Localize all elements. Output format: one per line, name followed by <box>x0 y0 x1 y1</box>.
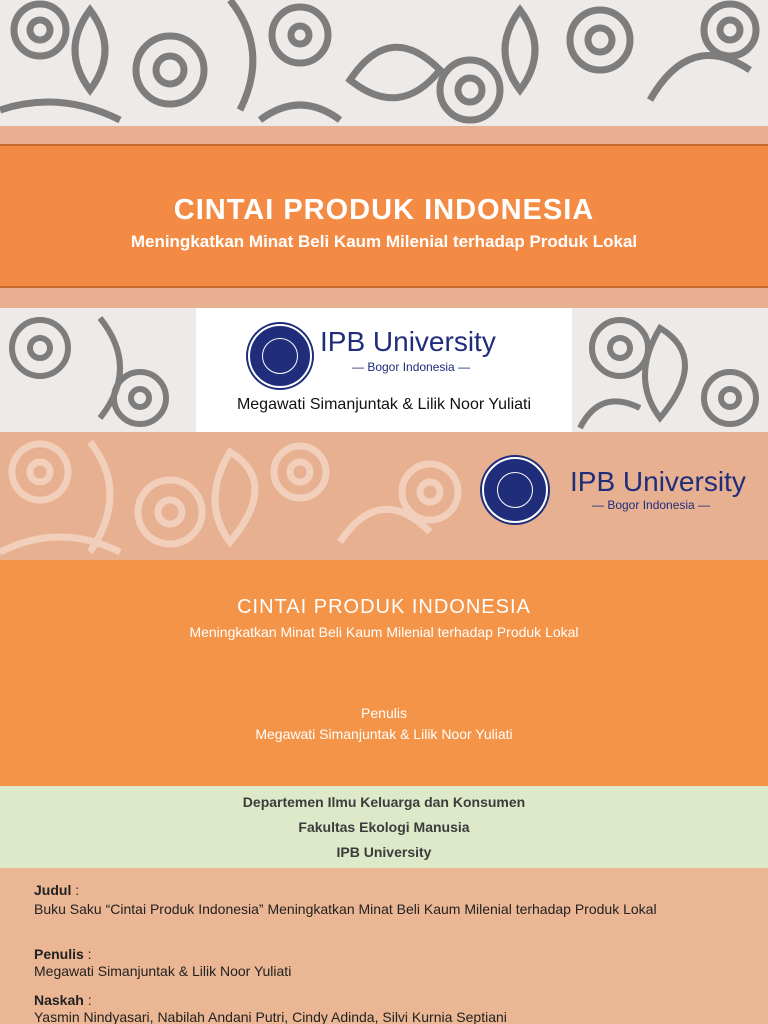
penulis-label: Penulis <box>361 705 407 721</box>
penulis-value: Megawati Simanjuntak & Lilik Noor Yuliati <box>34 963 292 979</box>
university-name: IPB University <box>336 844 432 860</box>
title-page-banner <box>0 560 768 786</box>
batik-pattern-top <box>0 0 768 126</box>
ipb-seal-icon <box>248 324 312 388</box>
title-page-subtitle: Meningkatkan Minat Beli Kaum Milenial terhadap Produk Lokal <box>189 624 579 640</box>
cover-authors: Megawati Simanjuntak & Lilik Noor Yuliati <box>236 396 532 413</box>
cover-subtitle: Meningkatkan Minat Beli Kaum Milenial terhadap Produk Lokal <box>130 232 638 251</box>
penulis-names: Megawati Simanjuntak & Lilik Noor Yuliati <box>255 726 513 742</box>
title-page-title: CINTAI PRODUK INDONESIA <box>237 596 531 618</box>
logo-card <box>196 308 572 432</box>
ipb-logo-subtitle: — Bogor Indonesia — <box>592 498 711 512</box>
ipb-logo-subtitle: — Bogor Indonesia — <box>352 360 471 374</box>
naskah-heading: Naskah : <box>34 992 92 1008</box>
judul-heading: Judul : <box>34 882 80 898</box>
department-block <box>0 786 768 868</box>
ipb-logo-name: IPB University <box>320 326 496 357</box>
divider-peach <box>0 126 768 144</box>
cover-title: CINTAI PRODUK INDONESIA <box>173 194 595 226</box>
ipb-logo-name: IPB University <box>570 466 746 497</box>
penulis-heading: Penulis : <box>34 946 92 962</box>
ipb-seal-icon <box>482 457 548 523</box>
judul-value: Buku Saku “Cintai Produk Indonesia” Meningkatkan Minat Beli Kaum Milenial terhadap Produk Lokal <box>34 901 657 917</box>
naskah-value: Yasmin Nindyasari, Nabilah Andani Putri, Cindy Adinda, Silvi Kurnia Septiani <box>34 1009 507 1024</box>
cover-banner <box>0 144 768 288</box>
divider-peach <box>0 288 768 308</box>
publication-info <box>0 868 768 1024</box>
department-name: Departemen Ilmu Keluarga dan Konsumen <box>242 794 526 810</box>
faculty-name: Fakultas Ekologi Manusia <box>298 819 470 835</box>
